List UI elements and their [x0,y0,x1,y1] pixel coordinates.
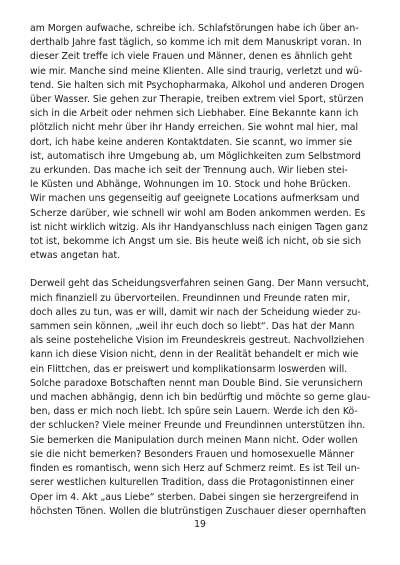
text-line: serer westlichen kulturellen Tradition, dass die Protagonistinnen einer [30,477,355,489]
text-line: dort, ich habe keine anderen Kontaktdaten. Sie scannt, wo immer sie [30,136,353,148]
text-line: zu erkunden. Das mache ich seit der Trennung auch. Wir lieben stei- [30,165,348,177]
text-line: Wir machen uns gegenseitig auf geeignete Locations aufmerksam und [30,193,360,205]
text-line: Derweil geht das Scheidungsverfahren seinen Gang. Der Mann versucht, [30,278,370,290]
text-line: ein Flittchen, das er preiswert und komplikationsarm loswerden will. [30,363,348,375]
text-line: kann ich diese Vision nicht, denn in der Realität behandelt er mich wie [30,349,359,361]
text-line: Solche paradoxe Botschaften nennt man Double Bind. Sie verunsichern [30,377,363,389]
text-line: etwas angetan hat. [30,250,121,262]
text-line: sich in die Arbeit oder nehmen sich Liebhaber. Eine Bekannte kann ich [30,108,359,120]
text-line: höchsten Tönen. Wollen die blutrünstigen Zuschauer dieser opernhaften [30,505,367,517]
text-line: wie mir. Manche sind meine Klienten. Alle sind traurig, verletzt und wü- [30,65,363,77]
text-line: Oper im 4. Akt „aus Liebe“ sterben. Dabei singen sie herzergreifend in [30,491,359,503]
text-line: ist, automatisch ihre Umgebung ab, um Möglichkeiten zum Selbstmord [30,150,361,162]
body-text [30,22,370,519]
text-line: am Morgen aufwache, schreibe ich. Schlafstörungen habe ich über an- [30,23,359,34]
text-line: mich finanziell zu übervorteilen. Freundinnen und Freunde raten mir, [30,292,351,304]
text-line: dieser Zeit treffe ich viele Frauen und Männer, denen es ähnlich geht [30,51,353,63]
text-line: derthalb Jahre fast täglich, so komme ich mit dem Manuskript voran. In [30,37,362,49]
text-line: doch alles zu tun, was er will, damit wir nach der Scheidung wieder zu- [30,306,361,318]
text-line: tend. Sie halten sich mit Psychopharmaka, Alkohol und anderen Drogen [30,79,365,91]
text-line: als seine posteheliche Vision im Freundeskreis gestreut. Nachvollziehen [30,335,365,347]
text-line: über Wasser. Sie gehen zur Therapie, treiben extrem viel Sport, stürzen [30,94,364,106]
text-line: der schlucken? Viele meiner Freunde und Freundinnen unterstützen ihn. [30,420,366,432]
page-number: 19 [194,519,206,530]
text-line: Scherze darüber, wie schnell wir wohl am Boden ankommen werden. Es [30,207,366,219]
text-line: sie die nicht bemerken? Besonders Frauen und homosexuelle Männer [30,448,354,460]
paragraph [30,22,370,263]
text-line: ben, dass er mich noch liebt. Ich spüre sein Lauern. Werde ich den Kö- [30,406,358,418]
paragraph [30,277,370,518]
text-line: finden es romantisch, wenn sich Herz auf Schmerz reimt. Es ist Teil un- [30,463,360,475]
text-line: tot ist, bekomme ich Angst um sie. Bis heute weiß ich nicht, ob sie sich [30,236,362,248]
text-line: Sie bemerken die Manipulation durch meinen Mann nicht. Oder wollen [30,434,358,446]
text-line: und machen abhängig, denn ich bin bedürftig und möchte so gerne glau- [30,392,371,404]
text-line: plötzlich nicht mehr über ihr Handy erreichen. Sie wohnt mal hier, mal [30,122,359,134]
text-line: le Küsten und Abhänge, Wohnungen im 10. Stock und hohe Brücken. [30,179,351,191]
text-line: ist nicht wirklich witzig. Als ihr Handyanschluss nach einigen Tagen ganz [30,221,368,233]
text-line: sammen sein können, „weil ihr euch doch so liebt“. Das hat der Mann [30,321,355,333]
